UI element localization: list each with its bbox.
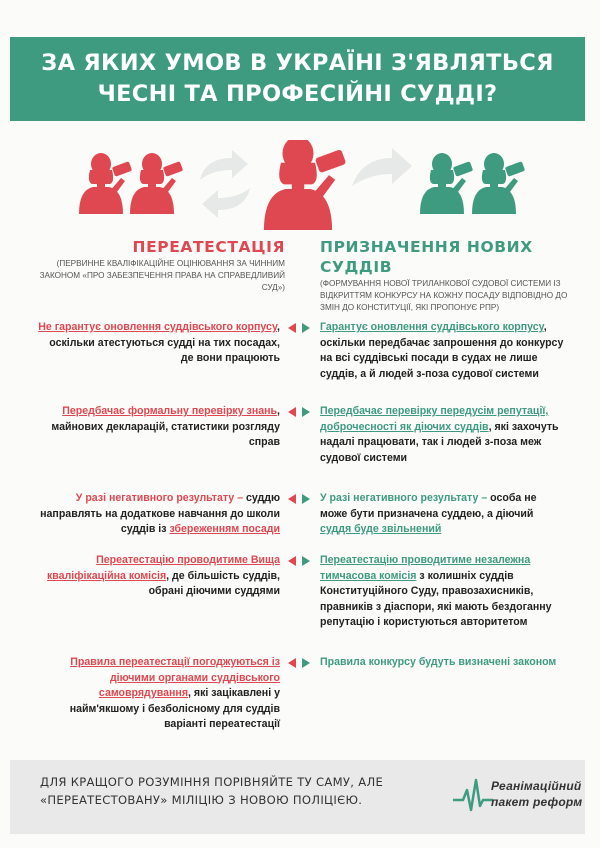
right-column-header — [320, 237, 575, 314]
judge-icon — [472, 153, 525, 214]
row-3-left: У разі негативного результату – суддю направлять на додаткове навчання до школи суддів із збереженням посади — [40, 492, 280, 535]
page-title-line2: ЧЕСНІ ТА ПРОФЕСІЙНІ СУДДІ? — [97, 81, 498, 107]
compare-arrows-icon — [288, 323, 310, 333]
row-2-right: Передбачає перевірку передусім репутації, доброчесності як діючих суддів, які захочуть надалі працювати, так і людей з-поза меж судової системи — [320, 405, 559, 464]
rpr-logo — [453, 770, 583, 822]
compare-arrows-icon — [288, 658, 310, 668]
header-banner — [10, 37, 585, 121]
footer-text: ДЛЯ КРАЩОГО РОЗУМІННЯ ПОРІВНЯЙТЕ ТУ САМУ, АЛЕ «ПЕРЕАТЕСТОВАНУ» МІЛІЦІЮ З НОВОЮ ПОЛІЦІЄЮ. — [40, 775, 384, 807]
row-4-left: Переатестацію проводитиме Вища кваліфікаційна комісія, де більшість суддів, обрані діючими суддями — [47, 554, 280, 597]
row-5-left: Правила переатестації погоджуються із діючими органами суддівського самоврядування, які зацікавлені у найм'якшому і безболісному для суддів варіанті переатестації — [69, 656, 280, 730]
compare-arrows-icon — [288, 556, 310, 566]
row-5-right: Правила конкурсу будуть визначені законом — [320, 656, 557, 668]
illustration — [0, 140, 600, 230]
compare-arrows-icon — [288, 407, 310, 417]
judge-large-icon — [264, 140, 346, 230]
judge-icon — [79, 153, 132, 214]
left-column-title: ПЕРЕАТЕСТАЦІЯ — [132, 238, 285, 256]
row-3-right: У разі негативного результату – особа не може бути призначена суддею, а діючий суддя буде звільнений — [320, 492, 537, 535]
judge-icon — [420, 153, 473, 214]
judge-icon — [130, 153, 183, 214]
right-column-title: ПРИЗНАЧЕННЯ НОВИХ СУДДІВ — [320, 238, 533, 276]
row-1-right: Гарантує оновлення суддівського корпусу, оскільки передбачає запрошення до конкурсу на всі суддівські посади в судах не лише суддів, а й людей з-поза судової системи — [320, 321, 564, 380]
pulse-icon — [453, 776, 493, 816]
row-2-left: Передбачає формальну перевірку знань, майнових декларацій, статистики розгляду справ — [51, 405, 280, 448]
left-column-subtitle: (ПЕРВИННЕ КВАЛІФІКАЦІЙНЕ ОЦІНЮВАННЯ ЗА ЧИННИМ ЗАКОНОМ «ПРО ЗАБЕЗПЕЧЕННЯ ПРАВА НА СПРАВЕДЛИВИЙ СУД») — [39, 259, 285, 292]
right-column-subtitle: (ФОРМУВАННЯ НОВОЇ ТРИЛАНКОВОЇ СУДОВОЇ СИСТЕМИ ІЗ ВІДКРИТТЯМ КОНКУРСУ НА КОЖНУ ПОСАДУ ВІДПОВІДНО ДО ЗМІН ДО КОНСТИТУЦІЇ, ЯКІ ПРОПОНУЄ РПР) — [320, 279, 568, 312]
cycle-arrow-icon — [200, 150, 250, 218]
row-1-left: Не гарантує оновлення суддівського корпусу, оскільки атестуються судді на тих посадах, де вони працюють — [38, 321, 280, 364]
footer-banner — [10, 760, 585, 834]
logo-line1: Реанімаційний — [491, 779, 582, 793]
logo-line2: пакет реформ — [491, 795, 583, 809]
page-title-line1: ЗА ЯКИХ УМОВ В УКРАЇНІ З'ЯВЛЯТЬСЯ — [41, 50, 554, 76]
row-4-right: Переатестацію проводитиме незалежна тимчасова комісія з колишніх суддів Конституційного Суду, правозахисників, правників з діаспори, які мають бездоганну репутацію і користуються авторитетом — [320, 554, 552, 628]
arrow-right-icon — [352, 148, 412, 186]
compare-arrows-icon — [288, 494, 310, 504]
left-column-header — [30, 237, 285, 294]
